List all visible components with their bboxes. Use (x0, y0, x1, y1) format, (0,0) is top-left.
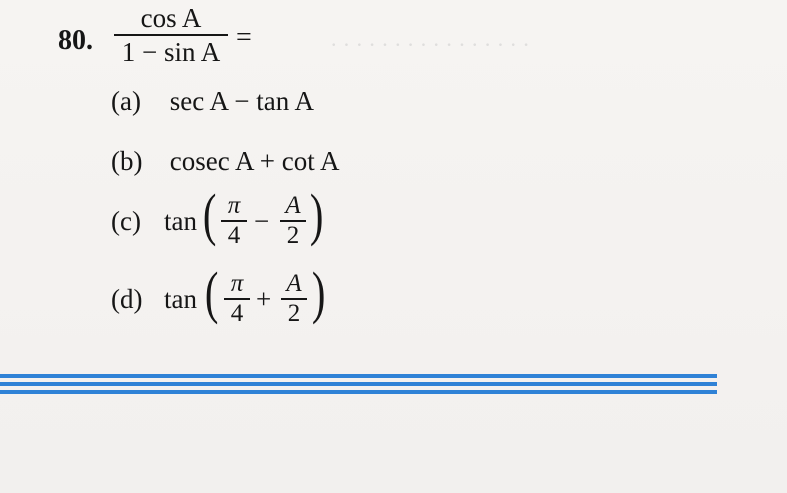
fraction-numerator: A (285, 192, 301, 219)
question-denominator: 1 − sin A (121, 37, 221, 67)
right-paren: ) (311, 260, 326, 325)
option-d[interactable] (111, 260, 411, 340)
show-through-text: · · · · · · · · · · · · · · · · (330, 32, 530, 57)
function-name: tan (164, 206, 197, 236)
option-label: (c) (111, 206, 141, 236)
fraction-denominator: 4 (230, 300, 244, 327)
a-over-2 (279, 270, 309, 328)
left-paren: ( (204, 260, 219, 325)
option-expression: cosec A + cot A (169, 146, 340, 176)
option-expression: sec A − tan A (169, 86, 314, 116)
fraction-numerator: A (286, 270, 302, 297)
fraction-denominator: 2 (286, 222, 300, 249)
divider-rule (0, 382, 717, 386)
option-label: (b) (111, 146, 143, 176)
pi-over-4 (219, 192, 249, 250)
operator: + (256, 284, 272, 314)
a-over-2 (278, 192, 308, 250)
right-paren: ) (309, 182, 324, 247)
question-fraction (112, 2, 230, 68)
pi-over-4 (222, 270, 252, 328)
fraction-numerator: π (227, 192, 241, 219)
fraction-numerator: π (230, 270, 244, 297)
option-c[interactable] (111, 182, 411, 262)
fraction-denominator: 4 (227, 222, 241, 249)
left-paren: ( (202, 182, 217, 247)
question-number: 80. (58, 25, 93, 56)
question-numerator: cos A (140, 3, 202, 33)
fraction-denominator: 2 (287, 300, 301, 327)
divider-rule (0, 374, 717, 378)
option-label: (d) (111, 284, 143, 314)
function-name: tan (164, 284, 197, 314)
divider-rule (0, 390, 717, 394)
option-label: (a) (111, 86, 141, 116)
operator: − (254, 206, 270, 236)
option-b[interactable] (111, 146, 339, 177)
equals-sign: = (236, 22, 252, 53)
option-a[interactable] (111, 86, 314, 117)
